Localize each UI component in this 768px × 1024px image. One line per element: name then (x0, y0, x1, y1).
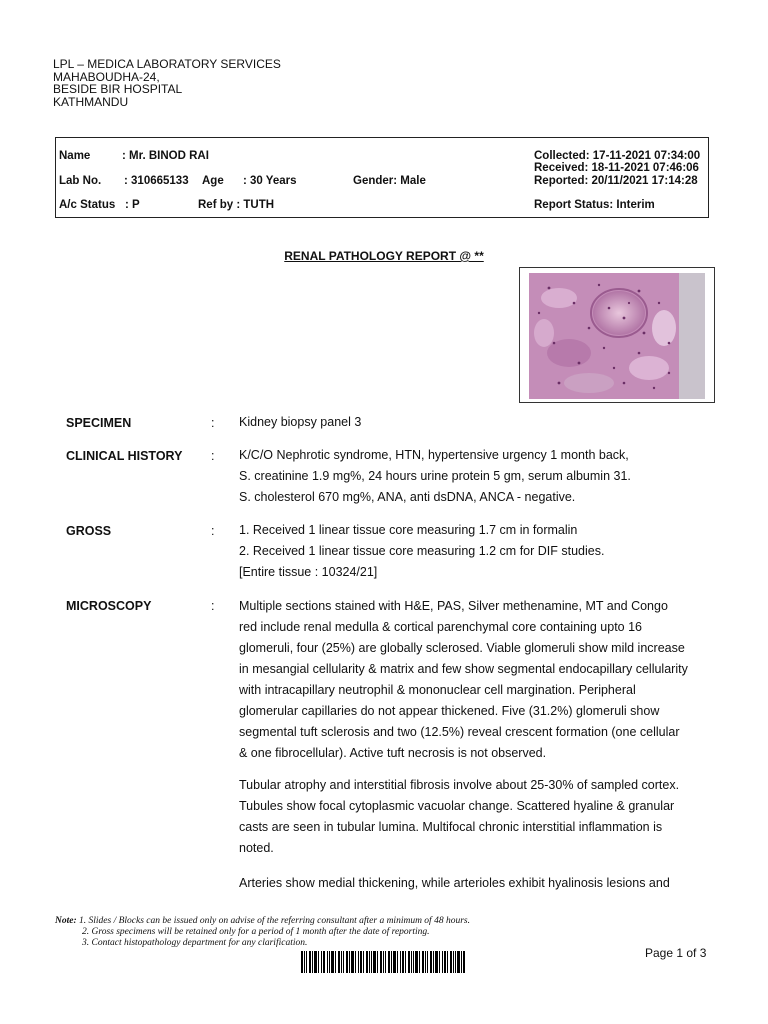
referred-by: Ref by : TUTH (198, 199, 275, 211)
microscopy-line: noted. (239, 841, 274, 855)
microscopy-line: glomeruli, four (25%) are globally sclerosed. Viable glomeruli show mild increase (239, 641, 685, 655)
name-value: : Mr. BINOD RAI (122, 150, 209, 162)
collected-date: Collected: 17-11-2021 07:34:00 (534, 150, 701, 162)
microscopy-line: in mesangial cellularity & matrix and few show segmental endocapillary cellularity (239, 662, 688, 676)
clinical-history-colon: : (211, 449, 215, 463)
note-line: 3. Contact histopathology department for any clarification. (82, 938, 308, 948)
gross-value (239, 520, 604, 583)
labno-label: Lab No. (59, 175, 102, 187)
note-label: Note: (55, 916, 77, 926)
specimen-label: SPECIMEN (66, 416, 132, 430)
microscopy-line: segmental tuft sclerosis and two (12.5%) reveal crescent formation (one cellular (239, 725, 680, 739)
specimen-colon: : (211, 416, 215, 430)
note-line: 2. Gross specimens will be retained only for a period of 1 month after the date of reporting. (82, 927, 430, 937)
gross-line: 2. Received 1 linear tissue core measuring 1.2 cm for DIF studies. (239, 544, 605, 558)
gross-colon: : (211, 524, 215, 538)
gross-label: GROSS (66, 524, 112, 538)
lab-city: KATHMANDU (53, 94, 129, 109)
lab-address-line-2: BESIDE BIR HOSPITAL (53, 82, 183, 96)
microscopy-line: Arteries show medial thickening, while arterioles exhibit hyalinosis lesions and (239, 876, 670, 890)
clinical-history-line: K/C/O Nephrotic syndrome, HTN, hypertensive urgency 1 month back, (239, 448, 629, 462)
reported-date: Reported: 20/11/2021 17:14:28 (534, 175, 698, 187)
microscopy-line: & one fibrocellular). Active tuft necrosis is not observed. (239, 746, 547, 760)
report-title: RENAL PATHOLOGY REPORT @ ** (284, 249, 484, 263)
gender: Gender: Male (353, 175, 426, 187)
lab-address-block (53, 58, 281, 108)
labno-value: : 310665133 (124, 175, 189, 187)
gross-line: [Entire tissue : 10324/21] (239, 565, 378, 579)
microscopy-paragraph-1 (239, 596, 688, 764)
received-date: Received: 18-11-2021 07:46:06 (534, 162, 699, 174)
microscopy-line: glomerular capillaries do not appear thickened. Five (31.2%) glomeruli show (239, 704, 660, 718)
microscopy-label: MICROSCOPY (66, 599, 152, 613)
histology-image-frame (519, 267, 715, 403)
microscopy-line: red include renal medulla & cortical parenchymal core containing upto 16 (239, 620, 643, 634)
microscopy-paragraph-3 (239, 873, 670, 894)
ac-status-label: A/c Status (59, 199, 116, 211)
age-label: Age (202, 175, 224, 187)
barcode (301, 951, 465, 973)
microscopy-line: with intracapillary neutrophil & mononuclear cell margination. Peripheral (239, 683, 636, 697)
footer-note (55, 916, 470, 949)
microscopy-line: Multiple sections stained with H&E, PAS, Silver methenamine, MT and Congo (239, 599, 668, 613)
specimen-value (239, 412, 361, 433)
ac-status-value: : P (125, 199, 140, 211)
report-status: Report Status: Interim (534, 199, 655, 211)
microscopy-line: Tubules show focal cytoplasmic vacuolar change. Scattered hyaline & granular (239, 799, 675, 813)
microscopy-paragraph-2 (239, 775, 679, 859)
microscopy-colon: : (211, 599, 215, 613)
page-number: Page 1 of 3 (645, 946, 707, 960)
lab-address-line-1: MAHABOUDHA-24, (53, 69, 160, 84)
microscopy-line: Tubular atrophy and interstitial fibrosis involve about 25-30% of sampled cortex. (239, 778, 680, 792)
microscopy-line: casts are seen in tubular lumina. Multifocal chronic interstitial inflammation is (239, 820, 663, 834)
clinical-history-line: S. creatinine 1.9 mg%, 24 hours urine protein 5 gm, serum albumin 31. (239, 469, 631, 483)
clinical-history-label: CLINICAL HISTORY (66, 449, 183, 463)
specimen-line: Kidney biopsy panel 3 (239, 415, 362, 429)
lab-name: LPL – MEDICA LABORATORY SERVICES (53, 57, 281, 71)
name-label: Name (59, 150, 91, 162)
histology-image (529, 273, 705, 399)
clinical-history-value (239, 445, 631, 508)
clinical-history-line: S. cholesterol 670 mg%, ANA, anti dsDNA, ANCA - negative. (239, 490, 576, 504)
note-line: 1. Slides / Blocks can be issued only on advise of the referring consultant after a minimum of 48 hours. (79, 916, 470, 926)
age-value: : 30 Years (243, 175, 297, 187)
gross-line: 1. Received 1 linear tissue core measuring 1.7 cm in formalin (239, 523, 578, 537)
